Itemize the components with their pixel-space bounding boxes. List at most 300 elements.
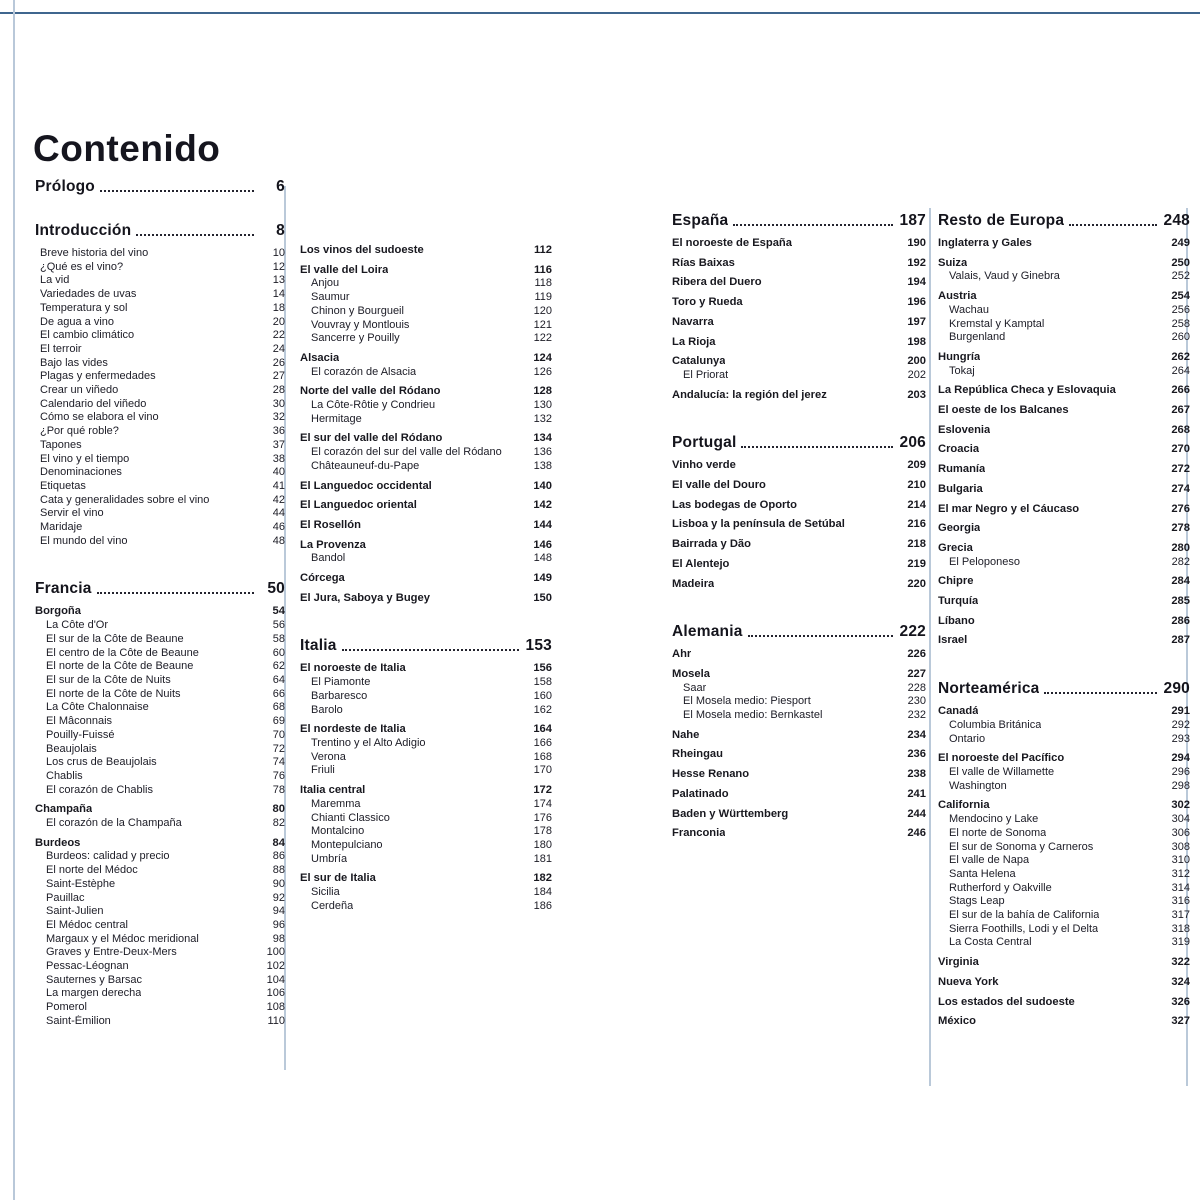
toc-entry-row [672, 748, 926, 762]
toc-entry-page: 316 [1171, 895, 1190, 908]
toc-entry-row [938, 290, 1190, 304]
toc-entry-label: La Côte-Rôtie y Condrieu [311, 399, 436, 412]
toc-entry-page: 296 [1171, 765, 1190, 778]
toc-entry-label: Norteamérica [938, 680, 1040, 698]
toc-entry-label: El noroeste de Italia [300, 662, 406, 675]
toc-entry-page: 121 [533, 318, 552, 331]
toc-entry-page: 158 [533, 676, 552, 689]
toc-entry-label: Hesse Renano [672, 768, 750, 781]
toc-entry-page: 70 [272, 728, 285, 741]
toc-entry-label: Virginia [938, 956, 979, 969]
toc-subentry-row [35, 247, 285, 261]
toc-entry-label: La Costa Central [949, 936, 1032, 949]
toc-entry-row [300, 519, 552, 533]
toc-subentry-row [35, 411, 285, 425]
toc-entry-page: 42 [272, 493, 285, 506]
toc-entry-page: 118 [534, 277, 552, 290]
toc-entry-page: 184 [533, 886, 552, 899]
toc-entry-page: 150 [533, 591, 552, 604]
toc-entry-label: Washington [949, 779, 1007, 792]
toc-subentry-row [35, 946, 285, 960]
toc-entry-label: Vinho verde [672, 459, 736, 472]
toc-entry-page: 264 [1171, 364, 1190, 377]
toc-subentry-row [300, 332, 552, 346]
toc-entry-page: 12 [272, 260, 285, 273]
toc-subentry-row [300, 277, 552, 291]
toc-entry-page: 252 [1171, 270, 1190, 283]
toc-subentry-row [300, 366, 552, 380]
toc-entry-page: 92 [272, 891, 285, 904]
toc-entry-page: 120 [533, 304, 552, 317]
toc-subentry-row [35, 974, 285, 988]
toc-entry-page: 68 [272, 701, 285, 714]
toc-entry-row [672, 668, 926, 682]
dot-leader [342, 649, 519, 651]
toc-subentry-row [938, 331, 1190, 345]
toc-entry-page: 36 [272, 425, 285, 438]
toc-entry-label: De agua a vino [40, 315, 114, 328]
toc-entry-page: 13 [272, 274, 285, 287]
toc-entry-label: Suiza [938, 256, 968, 269]
toc-subentry-row [35, 688, 285, 702]
toc-subentry-row [300, 704, 552, 718]
toc-entry-page: 153 [525, 637, 552, 655]
toc-entry-label: España [672, 212, 729, 229]
toc-entry-row [300, 723, 552, 737]
toc-entry-label: El sur de Italia [300, 872, 376, 885]
toc-entry-page: 218 [907, 538, 926, 551]
toc-entry-label: La Côte Chalonnaise [46, 701, 149, 714]
toc-entry-label: Chablis [46, 769, 83, 782]
toc-entry-page: 104 [266, 973, 285, 986]
toc-subentry-row [35, 480, 285, 494]
toc-entry-label: Châteauneuf-du-Pape [311, 459, 420, 472]
toc-entry-label: Croacia [938, 443, 980, 456]
toc-subentry-row [938, 909, 1190, 923]
toc-entry-page: 280 [1171, 541, 1190, 554]
toc-entry-label: Introducción [35, 222, 132, 239]
toc-chapter-row [300, 637, 552, 655]
toc-subentry-row [35, 850, 285, 864]
toc-entry-label: Canadá [938, 705, 979, 718]
toc-entry-label: Rheingau [672, 748, 723, 761]
toc-entry-page: 284 [1171, 575, 1190, 588]
toc-subentry-row [938, 780, 1190, 794]
toc-entry-row [672, 257, 926, 271]
toc-entry-label: Austria [938, 290, 977, 303]
toc-entry-row [938, 522, 1190, 536]
toc-column-3 [672, 212, 926, 841]
toc-entry-label: Tapones [40, 438, 82, 451]
toc-entry-page: 186 [533, 899, 552, 912]
toc-entry-label: Etiquetas [40, 479, 86, 492]
toc-entry-label: Rumanía [938, 463, 986, 476]
toc-entry-row [938, 237, 1190, 251]
toc-entry-page: 48 [272, 534, 285, 547]
toc-entry-page: 216 [907, 518, 926, 531]
toc-entry-label: El sur de la Côte de Nuits [46, 673, 171, 686]
toc-chapter-row [672, 212, 926, 230]
toc-entry-page: 69 [272, 715, 285, 728]
toc-entry-page: 30 [272, 397, 285, 410]
toc-entry-label: Rías Baixas [672, 256, 735, 269]
toc-subentry-row [300, 676, 552, 690]
toc-entry-page: 20 [272, 315, 285, 328]
toc-entry-label: Valais, Vaud y Ginebra [949, 270, 1060, 283]
toc-entry-label: Calendario del viñedo [40, 397, 147, 410]
toc-entry-label: Líbano [938, 614, 975, 627]
toc-entry-row [35, 605, 285, 619]
toc-entry-row [672, 316, 926, 330]
toc-entry-page: 174 [533, 797, 552, 810]
toc-entry-page: 41 [272, 479, 285, 492]
toc-entry-label: Graves y Entre-Deux-Mers [46, 946, 177, 959]
toc-subentry-row [938, 733, 1190, 747]
toc-entry-page: 304 [1171, 813, 1190, 826]
toc-entry-row [938, 351, 1190, 365]
toc-entry-page: 6 [276, 178, 285, 195]
toc-entry-row [938, 575, 1190, 589]
toc-entry-page: 270 [1171, 443, 1190, 456]
toc-entry-label: Temperatura y sol [40, 301, 128, 314]
toc-entry-row [672, 729, 926, 743]
toc-entry-label: La República Checa y Eslovaquia [938, 384, 1116, 397]
toc-entry-page: 98 [272, 932, 285, 945]
toc-subentry-row [35, 274, 285, 288]
toc-entry-page: 310 [1171, 854, 1190, 867]
toc-entry-label: Borgoña [35, 605, 81, 618]
toc-entry-page: 14 [272, 288, 285, 301]
toc-subentry-row [938, 719, 1190, 733]
toc-entry-page: 302 [1171, 799, 1190, 812]
toc-subentry-row [35, 453, 285, 467]
toc-entry-label: El noroeste de España [672, 237, 792, 249]
toc-subentry-row [300, 446, 552, 460]
toc-entry-label: Hermitage [311, 412, 362, 425]
toc-entry-page: 314 [1171, 881, 1190, 894]
toc-entry-page: 116 [533, 263, 552, 276]
toc-entry-page: 262 [1171, 350, 1190, 363]
toc-subentry-row [938, 868, 1190, 882]
toc-entry-label: Margaux y el Médoc meridional [46, 932, 199, 945]
toc-subentry-row [35, 329, 285, 343]
toc-subentry-row [938, 895, 1190, 909]
toc-subentry-row [35, 494, 285, 508]
toc-entry-label: Saint-Estèphe [46, 877, 116, 890]
toc-entry-row [938, 996, 1190, 1010]
toc-entry-row [938, 542, 1190, 556]
toc-subentry-row [672, 682, 926, 696]
toc-subentry-row [300, 764, 552, 778]
toc-entry-page: 308 [1171, 840, 1190, 853]
toc-entry-label: Santa Helena [949, 867, 1016, 880]
toc-entry-label: Saint-Julien [46, 905, 104, 918]
toc-entry-row [938, 443, 1190, 457]
toc-entry-row [938, 799, 1190, 813]
toc-entry-label: El norte de la Côte de Nuits [46, 687, 181, 700]
toc-subentry-row [938, 841, 1190, 855]
toc-entry-label: Portugal [672, 434, 737, 452]
toc-entry-label: Denominaciones [40, 466, 122, 479]
toc-entry-page: 203 [907, 388, 926, 401]
toc-subentry-row [35, 756, 285, 770]
toc-entry-label: Turquía [938, 595, 979, 608]
toc-entry-page: 286 [1171, 614, 1190, 627]
toc-entry-page: 266 [1171, 384, 1190, 397]
toc-entry-page: 176 [533, 811, 552, 824]
dot-leader [733, 224, 892, 226]
toc-entry-row [672, 296, 926, 310]
toc-entry-row [300, 592, 552, 606]
toc-entry-page: 74 [272, 756, 285, 769]
toc-entry-label: Burgenland [949, 331, 1006, 344]
toc-entry-label: Los crus de Beaujolais [46, 756, 157, 769]
toc-entry-label: ¿Qué es el vino? [40, 260, 124, 273]
toc-entry-label: El nordeste de Italia [300, 723, 406, 736]
toc-entry-label: Wachau [949, 303, 989, 316]
toc-entry-page: 8 [276, 222, 285, 239]
dot-leader [1069, 224, 1156, 226]
toc-entry-page: 272 [1171, 463, 1190, 476]
toc-entry-label: Vouvray y Montlouis [311, 318, 410, 331]
toc-entry-page: 72 [272, 742, 285, 755]
toc-entry-label: El corazón de Chablis [46, 783, 154, 796]
toc-entry-page: 246 [907, 827, 926, 840]
toc-subentry-row [300, 690, 552, 704]
toc-entry-page: 140 [533, 479, 552, 492]
toc-entry-label: El Rosellón [300, 518, 361, 531]
top-page-rule [0, 12, 1200, 14]
toc-entry-page: 278 [1171, 522, 1190, 535]
toc-entry-row [672, 827, 926, 841]
toc-entry-label: Pauillac [46, 891, 85, 904]
toc-subentry-row [300, 886, 552, 900]
toc-subentry-row [35, 960, 285, 974]
toc-entry-page: 32 [272, 411, 285, 424]
toc-entry-label: Baden y Württemberg [672, 807, 789, 820]
toc-entry-page: 94 [272, 905, 285, 918]
toc-entry-label: El corazón del sur del valle del Ródano [311, 446, 502, 459]
toc-entry-label: Andalucía: la región del jerez [672, 388, 827, 401]
toc-entry-label: Toro y Rueda [672, 296, 743, 309]
toc-entry-label: Montepulciano [311, 838, 383, 851]
toc-entry-label: El valle del Loira [300, 263, 389, 276]
toc-entry-label: Córcega [300, 572, 345, 585]
toc-entry-label: Nueva York [938, 975, 999, 988]
toc-subentry-row [300, 413, 552, 427]
toc-entry-label: Barolo [311, 703, 343, 716]
toc-entry-page: 84 [272, 836, 285, 849]
toc-entry-page: 164 [533, 723, 552, 736]
toc-entry-label: Lisboa y la península de Setúbal [672, 518, 845, 531]
toc-entry-page: 26 [272, 356, 285, 369]
toc-entry-page: 236 [907, 748, 926, 761]
dot-leader [748, 635, 893, 637]
toc-entry-row [938, 615, 1190, 629]
toc-subentry-row [938, 936, 1190, 950]
toc-entry-page: 122 [533, 332, 552, 345]
toc-entry-label: Inglaterra y Gales [938, 237, 1032, 249]
toc-entry-label: Cerdeña [311, 899, 354, 912]
toc-entry-page: 46 [272, 521, 285, 534]
toc-subentry-row [35, 357, 285, 371]
toc-entry-label: Ribera del Duero [672, 276, 762, 289]
toc-subentry-row [35, 1015, 285, 1029]
toc-subentry-row [300, 825, 552, 839]
toc-entry-label: El centro de la Côte de Beaune [46, 646, 199, 659]
toc-entry-label: Beaujolais [46, 742, 97, 755]
toc-entry-label: El norte de Sonoma [949, 826, 1047, 839]
toc-entry-label: Sauternes y Barsac [46, 973, 142, 986]
toc-entry-label: El sur de la Côte de Beaune [46, 632, 184, 645]
toc-entry-page: 294 [1171, 752, 1190, 765]
toc-subentry-row [35, 370, 285, 384]
toc-entry-row [672, 768, 926, 782]
toc-entry-label: Norte del valle del Ródano [300, 385, 441, 398]
toc-entry-page: 134 [533, 432, 552, 445]
toc-entry-page: 274 [1171, 482, 1190, 495]
toc-subentry-row [35, 784, 285, 798]
toc-entry-page: 106 [266, 987, 285, 1000]
toc-entry-page: 90 [272, 877, 285, 890]
toc-entry-label: Saint-Émilion [46, 1014, 111, 1027]
toc-subentry-row [35, 660, 285, 674]
toc-entry-page: 44 [272, 507, 285, 520]
toc-subentry-row [35, 817, 285, 831]
column-divider [929, 208, 931, 1086]
toc-entry-label: El valle de Napa [949, 854, 1030, 867]
toc-entry-row [672, 808, 926, 822]
toc-entry-row [300, 432, 552, 446]
toc-entry-label: El Languedoc occidental [300, 479, 432, 492]
toc-subentry-row [938, 304, 1190, 318]
toc-entry-page: 226 [907, 648, 926, 661]
toc-entry-page: 298 [1171, 779, 1190, 792]
toc-entry-page: 156 [533, 662, 552, 675]
toc-entry-label: El norte del Médoc [46, 864, 138, 877]
toc-entry-label: Pessac-Léognan [46, 960, 129, 973]
toc-entry-label: Franconia [672, 827, 726, 840]
toc-entry-page: 317 [1171, 909, 1190, 922]
toc-entry-page: 198 [907, 335, 926, 348]
toc-column-4 [938, 212, 1190, 1029]
toc-entry-label: Italia central [300, 784, 366, 797]
toc-entry-row [35, 837, 285, 851]
toc-subentry-row [300, 900, 552, 914]
toc-subentry-row [35, 343, 285, 357]
toc-entry-page: 144 [533, 518, 552, 531]
toc-subentry-row [300, 751, 552, 765]
toc-entry-label: El sur de la bahía de California [949, 909, 1100, 922]
toc-subentry-row [35, 439, 285, 453]
toc-entry-label: Anjou [311, 277, 340, 290]
toc-subentry-row [35, 770, 285, 784]
toc-subentry-row [300, 798, 552, 812]
toc-entry-page: 238 [907, 768, 926, 781]
toc-entry-row [672, 558, 926, 572]
toc-entry-page: 38 [272, 452, 285, 465]
toc-subentry-row [300, 460, 552, 474]
toc-entry-page: 322 [1171, 956, 1190, 969]
toc-subentry-row [35, 288, 285, 302]
toc-entry-label: Burdeos [35, 836, 81, 849]
toc-entry-label: Ahr [672, 648, 692, 661]
toc-entry-label: Hungría [938, 350, 981, 363]
toc-chapter-row [672, 434, 926, 452]
toc-entry-page: 249 [1171, 237, 1190, 249]
toc-entry-row [938, 976, 1190, 990]
toc-subentry-row [672, 709, 926, 723]
toc-entry-page: 60 [272, 646, 285, 659]
toc-entry-row [672, 518, 926, 532]
toc-entry-label: Bandol [311, 552, 346, 565]
toc-entry-page: 241 [907, 787, 926, 800]
toc-entry-label: Georgia [938, 522, 981, 535]
toc-subentry-row [35, 633, 285, 647]
toc-entry-page: 64 [272, 673, 285, 686]
toc-entry-row [938, 705, 1190, 719]
toc-entry-label: La vid [40, 274, 70, 287]
toc-entry-row [938, 483, 1190, 497]
toc-entry-label: Friuli [311, 764, 335, 777]
toc-entry-label: Umbría [311, 852, 348, 865]
toc-entry-row [300, 385, 552, 399]
toc-entry-label: Cómo se elabora el vino [40, 411, 159, 424]
toc-entry-page: 190 [907, 237, 926, 249]
toc-subentry-row [938, 923, 1190, 937]
toc-entry-page: 82 [272, 817, 285, 830]
toc-entry-label: El Mosela medio: Piesport [683, 695, 811, 708]
toc-entry-label: El Piamonte [311, 676, 371, 689]
toc-entry-row [300, 499, 552, 513]
toc-entry-label: Resto de Europa [938, 212, 1065, 229]
toc-subentry-row [35, 507, 285, 521]
toc-entry-label: Mosela [672, 667, 710, 680]
toc-entry-page: 276 [1171, 502, 1190, 515]
toc-chapter-row [35, 178, 285, 196]
toc-chapter-row [35, 222, 285, 240]
toc-entry-label: La margen derecha [46, 987, 142, 1000]
toc-entry-page: 86 [272, 850, 285, 863]
toc-entry-label: Rutherford y Oakville [949, 881, 1052, 894]
toc-entry-page: 227 [907, 667, 926, 680]
toc-entry-page: 180 [533, 838, 552, 851]
toc-subentry-row [35, 425, 285, 439]
toc-entry-row [672, 648, 926, 662]
toc-entry-page: 222 [899, 623, 926, 641]
toc-entry-page: 258 [1171, 317, 1190, 330]
toc-entry-row [938, 424, 1190, 438]
toc-entry-label: Las bodegas de Oporto [672, 498, 797, 511]
toc-subentry-row [300, 552, 552, 566]
toc-entry-label: ¿Por qué roble? [40, 425, 119, 438]
toc-entry-page: 306 [1171, 826, 1190, 839]
toc-entry-page: 187 [899, 212, 926, 229]
toc-subentry-row [938, 318, 1190, 332]
toc-column-2 [300, 238, 552, 913]
toc-entry-label: El Mâconnais [46, 715, 113, 728]
toc-subentry-row [672, 369, 926, 383]
toc-entry-label: Stags Leap [949, 895, 1005, 908]
toc-entry-label: Plagas y enfermedades [40, 370, 156, 383]
toc-entry-label: Grecia [938, 541, 973, 554]
toc-entry-label: Los vinos del sudoeste [300, 244, 424, 256]
toc-entry-page: 126 [533, 365, 552, 378]
dot-leader [100, 190, 254, 192]
toc-entry-label: El Priorat [683, 368, 729, 381]
toc-entry-page: 96 [272, 918, 285, 931]
dot-leader [1044, 692, 1156, 694]
